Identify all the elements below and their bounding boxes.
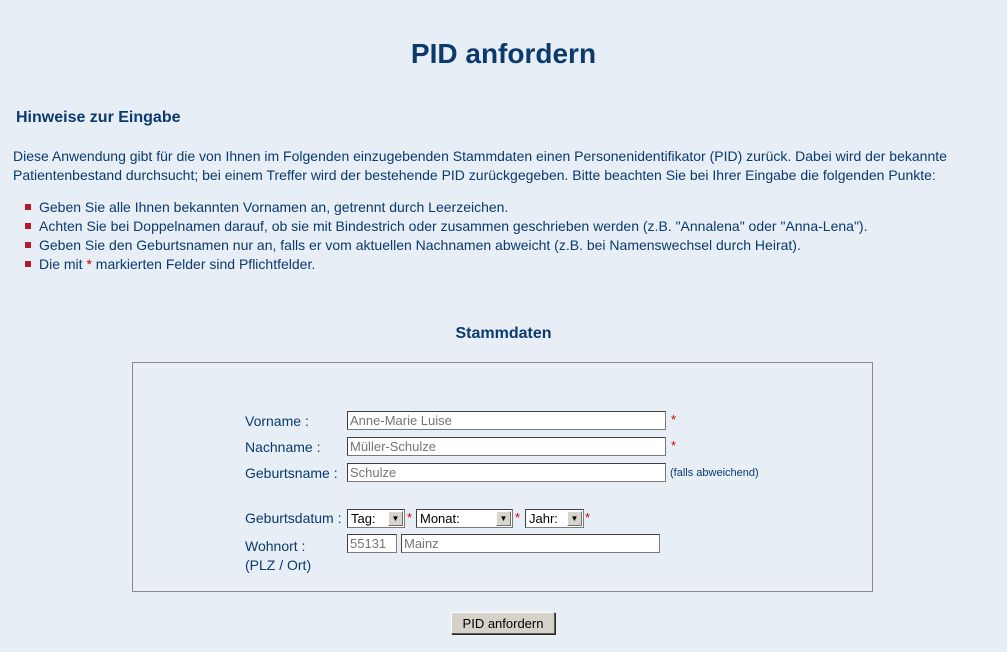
nachname-input[interactable] — [347, 437, 666, 456]
wohnort-sublabel: (PLZ / Ort) — [245, 557, 312, 573]
vorname-required-mark: * — [671, 412, 677, 427]
rule-text: Geben Sie alle Ihnen bekannten Vornamen an, getrennt durch Leerzeichen. — [39, 199, 509, 215]
day-select[interactable] — [347, 509, 405, 528]
month-select[interactable] — [416, 509, 513, 528]
day-required-mark: * — [407, 510, 413, 525]
rule-item — [25, 255, 867, 274]
rule-item — [25, 198, 867, 217]
geburtsname-note: (falls abweichend) — [670, 467, 759, 479]
hints-heading: Hinweise zur Eingabe — [16, 109, 181, 126]
day-select-value: Tag: — [351, 511, 376, 526]
nachname-label: Nachname : — [245, 439, 321, 455]
rule-text-prefix: Die mit — [39, 256, 87, 272]
year-required-mark: * — [585, 510, 591, 525]
year-select-value: Jahr: — [529, 511, 558, 526]
bullet-icon — [25, 261, 31, 267]
geburtsname-label: Geburtsname : — [245, 465, 338, 481]
ort-input[interactable] — [401, 534, 660, 553]
pid-request-button[interactable]: PID anfordern — [451, 612, 555, 634]
rule-text: Geben Sie den Geburtsnamen nur an, falls er vom aktuellen Nachnamen abweicht (z.B. bei Namenswechsel durch Heirat). — [39, 237, 801, 253]
chevron-down-icon[interactable]: ▼ — [567, 511, 582, 526]
chevron-down-icon[interactable]: ▼ — [388, 511, 403, 526]
section-title: Stammdaten — [455, 325, 552, 342]
plz-input[interactable] — [347, 534, 397, 553]
hints-intro: Diese Anwendung gibt für die von Ihnen im Folgenden einzugebenden Stammdaten einen Personenidentifikator (PID) zurück. Dabei wird der bekannte Patientenbestand durchsucht; bei einem Treffer wird der bestehende PID zurückgegeben. Bitte beachten Sie bei Ihrer Eingabe die folgenden Punkte: — [13, 148, 947, 183]
wohnort-label: Wohnort : — [245, 538, 306, 554]
hints-rules-list — [25, 198, 867, 274]
vorname-input[interactable] — [347, 411, 666, 430]
geburtsdatum-label: Geburtsdatum : — [245, 510, 342, 526]
rule-item — [25, 236, 867, 255]
bullet-icon — [25, 242, 31, 248]
bullet-icon — [25, 223, 31, 229]
month-select-value: Monat: — [420, 511, 460, 526]
page-title: PID anfordern — [410, 38, 597, 69]
vorname-label: Vorname : — [245, 413, 309, 429]
chevron-down-icon[interactable]: ▼ — [496, 511, 511, 526]
required-star: * — [86, 256, 92, 272]
bullet-icon — [25, 204, 31, 210]
rule-text: Achten Sie bei Doppelnamen darauf, ob sie mit Bindestrich oder zusammen geschrieben werden (z.B. "Annalena" oder "Anna-Lena"). — [39, 218, 868, 234]
year-select[interactable] — [525, 509, 584, 528]
stammdaten-panel — [132, 362, 873, 592]
month-required-mark: * — [515, 510, 521, 525]
rule-text-suffix: markierten Felder sind Pflichtfelder. — [91, 256, 316, 272]
rule-item — [25, 217, 867, 236]
nachname-required-mark: * — [671, 438, 677, 453]
geburtsname-input[interactable] — [347, 463, 666, 482]
